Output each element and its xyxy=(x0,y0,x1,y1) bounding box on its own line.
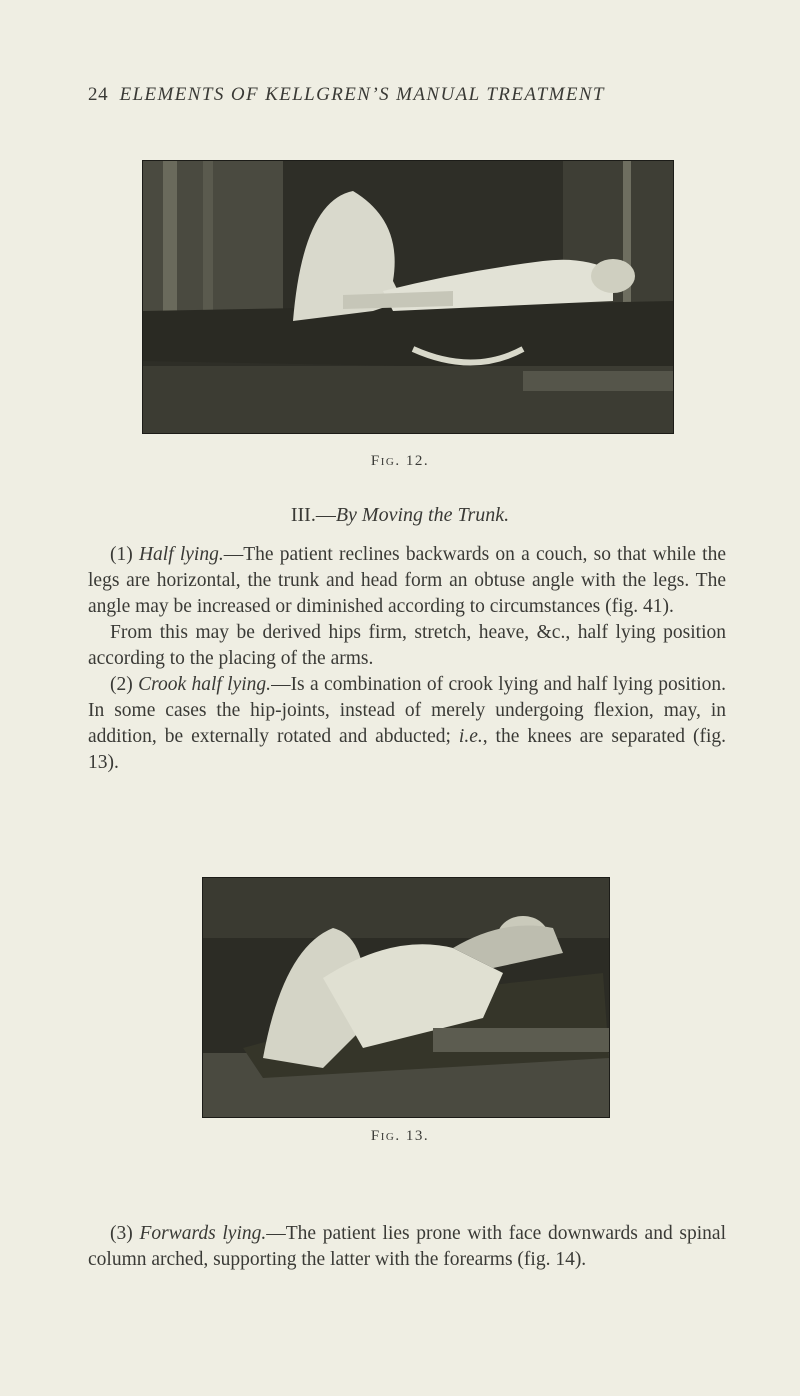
running-header xyxy=(88,84,728,106)
figure-12-caption: Fig. 12. xyxy=(370,453,430,469)
figure-12-illustration xyxy=(143,161,673,433)
paragraph-crook-half-lying xyxy=(88,672,726,776)
term-forwards-lying: Forwards lying. xyxy=(139,1223,267,1244)
figure-13-illustration xyxy=(203,878,609,1117)
running-title: ELEMENTS OF KELLGREN’S MANUAL TREATMENT xyxy=(119,84,605,105)
paragraph-body: From this may be derived hips firm, stretch, heave, &c., half lying position according to the placing of the arms. xyxy=(88,622,726,669)
paragraph-half-lying xyxy=(88,542,726,620)
term-ie: i.e. xyxy=(458,726,483,747)
term-crook-half-lying: Crook half lying. xyxy=(138,674,272,695)
paragraph-derived-positions xyxy=(88,620,726,672)
section-title: By Moving the Trunk. xyxy=(335,504,510,526)
section-number: III.— xyxy=(290,504,336,526)
term-half-lying: Half lying. xyxy=(138,544,224,565)
paragraph-body: —The patient reclines backwards on a couch, so that while the legs are horizontal, the trunk and head form an obtuse angle with the legs. The angle may be increased or diminished according to circumstances (fig. 41). xyxy=(88,544,726,617)
section-heading xyxy=(0,504,800,527)
paragraph-body: —Is a combination of crook lying and half lying position. In some cases the hip-joints, instead of merely undergoing flexion, may, in addition, be externally rotated and abducted; xyxy=(88,674,726,747)
figure-12-photo xyxy=(142,160,674,434)
page-number: 24 xyxy=(88,84,109,105)
figure-13-caption: Fig. 13. xyxy=(370,1128,430,1144)
figure-13-photo xyxy=(202,877,610,1118)
text-block-1 xyxy=(88,542,726,776)
item-number: (2) xyxy=(110,674,139,695)
paragraph-body-end: , the knees are separated (fig. 13). xyxy=(88,726,726,773)
text-block-2 xyxy=(88,1221,726,1273)
paragraph-forwards-lying xyxy=(88,1221,726,1273)
paragraph-body: —The patient lies prone with face downwards and spinal column arched, supporting the latter with the forearms (fig. 14). xyxy=(88,1223,726,1270)
item-number: (1) xyxy=(110,544,139,565)
item-number: (3) xyxy=(110,1223,140,1244)
